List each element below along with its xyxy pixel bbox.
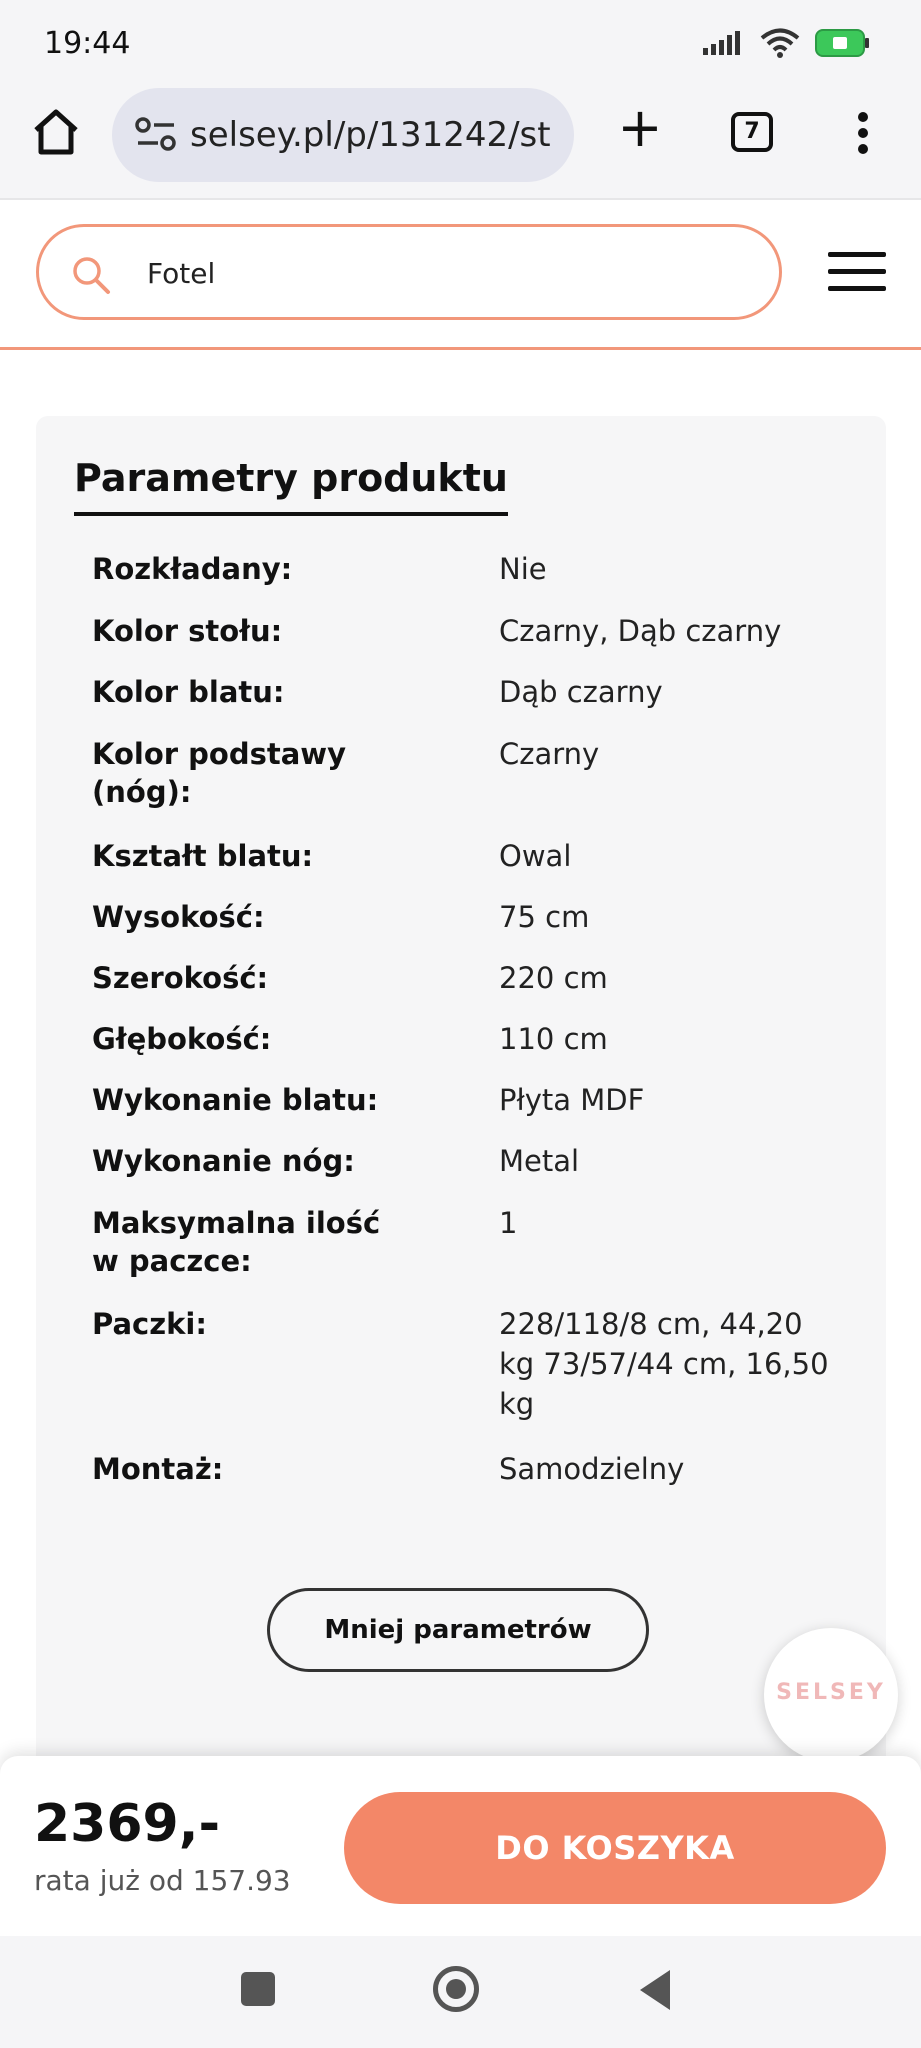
search-input[interactable] [36, 224, 782, 320]
param-value: Dąb czarny [499, 675, 663, 709]
param-value: 110 cm [499, 1022, 608, 1056]
site-settings-icon[interactable] [134, 116, 178, 152]
param-label: Kolor blatu: [92, 675, 285, 709]
new-tab-button[interactable]: + [617, 96, 663, 159]
less-parameters-button[interactable]: Mniej parametrów [267, 1588, 649, 1672]
param-label: Kształt blatu: [92, 839, 314, 873]
browser-toolbar [0, 80, 921, 200]
url-text: selsey.pl/p/131242/st [190, 115, 551, 155]
selsey-logo: SELSEY [776, 1680, 886, 1705]
param-label: Wykonanie nóg: [92, 1144, 355, 1178]
recents-icon[interactable] [241, 1972, 275, 2006]
param-value: Nie [499, 552, 547, 586]
params-title: Parametry produktu [74, 456, 508, 516]
param-value: 220 cm [499, 961, 608, 995]
param-label: Wysokość: [92, 900, 265, 934]
url-bar[interactable] [112, 88, 574, 182]
tab-count-button[interactable]: 7 [731, 112, 773, 152]
param-value: 75 cm [499, 900, 590, 934]
param-value: Owal [499, 839, 572, 873]
signal-icon [701, 30, 745, 56]
menu-hamburger-icon[interactable] [828, 252, 886, 292]
param-value: Czarny [499, 737, 600, 771]
system-nav-bar [0, 1936, 921, 2048]
param-label: Rozkładany: [92, 552, 293, 586]
browser-menu-icon[interactable] [848, 110, 878, 156]
param-value: Samodzielny [499, 1452, 685, 1486]
selsey-chat-badge[interactable] [764, 1628, 898, 1762]
purchase-bar [0, 1756, 921, 1936]
param-label: Wykonanie blatu: [92, 1083, 379, 1117]
param-label: Maksymalna ilość w paczce: [92, 1206, 381, 1278]
param-label: Kolor stołu: [92, 614, 283, 648]
status-icons [701, 26, 871, 60]
installment-text: rata już od 157.93 [34, 1864, 291, 1897]
param-label: Głębokość: [92, 1022, 272, 1056]
back-icon[interactable] [640, 1970, 670, 2010]
home-circle-icon[interactable] [433, 1966, 479, 2012]
status-bar [0, 0, 921, 80]
wifi-icon [759, 27, 801, 59]
search-icon [69, 253, 113, 297]
product-parameters-card [36, 416, 886, 1836]
param-value: Płyta MDF [499, 1083, 645, 1117]
add-to-cart-button[interactable]: DO KOSZYKA [344, 1792, 886, 1904]
param-value: 228/118/8 cm, 44,20 kg 73/57/44 cm, 16,50 kg [499, 1307, 829, 1421]
param-value: 1 [499, 1206, 518, 1240]
param-label: Kolor podstawy (nóg): [92, 737, 346, 809]
battery-icon [815, 28, 871, 58]
param-value: Metal [499, 1144, 580, 1178]
param-label: Paczki: [92, 1307, 207, 1341]
search-value: Fotel [147, 257, 216, 290]
param-value: Czarny, Dąb czarny [499, 614, 782, 648]
status-time: 19:44 [44, 26, 131, 61]
home-icon[interactable] [30, 106, 82, 158]
param-label: Montaż: [92, 1452, 224, 1486]
product-price: 2369,- [34, 1794, 221, 1854]
param-label: Szerokość: [92, 961, 269, 995]
site-header [0, 200, 921, 350]
